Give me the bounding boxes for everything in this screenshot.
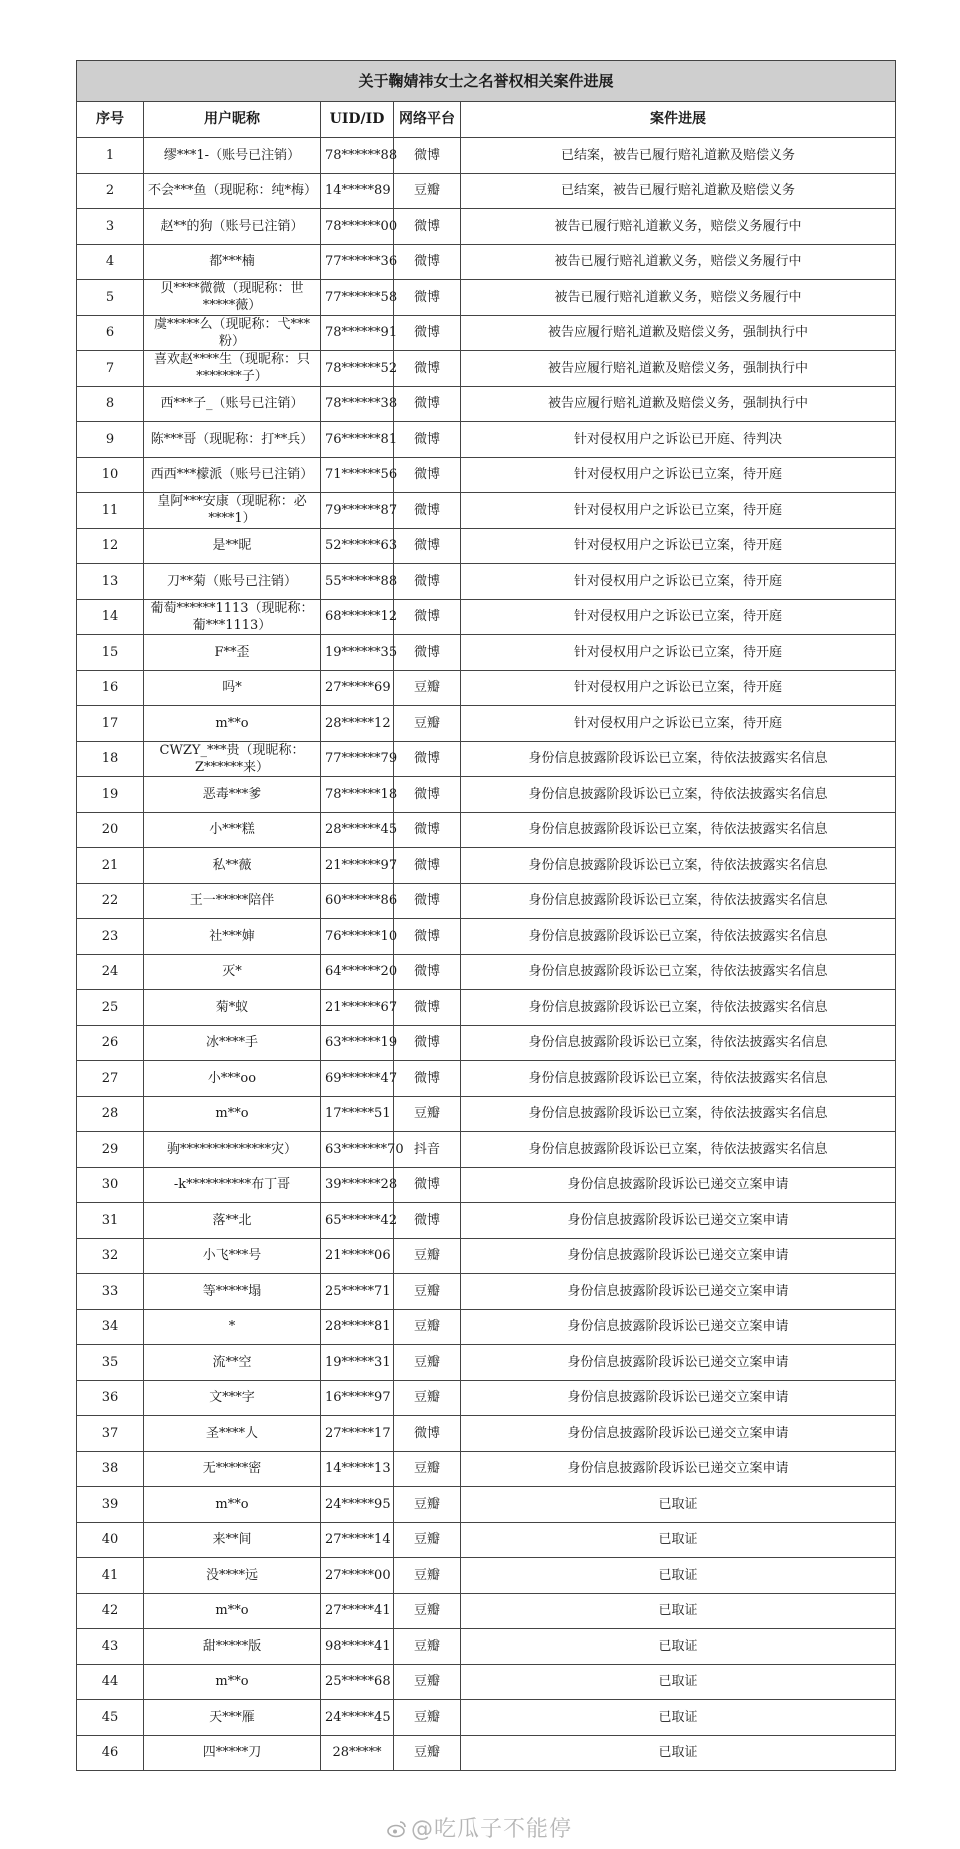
- table-row: [77, 1238, 896, 1274]
- cell-index: 13: [77, 564, 144, 600]
- cell-index: 29: [77, 1132, 144, 1168]
- cell-progress: 针对侵权用户之诉讼已立案，待开庭: [461, 493, 896, 529]
- cell-uid: 24*****45: [321, 1700, 394, 1736]
- cell-index: 17: [77, 706, 144, 742]
- cell-uid: 21******67: [321, 990, 394, 1026]
- table-row: [77, 1025, 896, 1061]
- cell-progress: 被告已履行赔礼道歉义务，赔偿义务履行中: [461, 280, 896, 316]
- cell-index: 27: [77, 1061, 144, 1097]
- cell-platform: 微博: [394, 848, 461, 884]
- cell-progress: 身份信息披露阶段诉讼已递交立案申请: [461, 1238, 896, 1274]
- cell-index: 41: [77, 1558, 144, 1594]
- cell-progress: 身份信息披露阶段诉讼已立案，待依法披露实名信息: [461, 848, 896, 884]
- cell-nickname: 流**空: [144, 1345, 321, 1381]
- table-row: [77, 173, 896, 209]
- cell-index: 38: [77, 1451, 144, 1487]
- cell-nickname: 都***楠: [144, 244, 321, 280]
- cell-platform: 微博: [394, 564, 461, 600]
- cell-progress: 身份信息披露阶段诉讼已立案，待依法披露实名信息: [461, 919, 896, 955]
- table-row: [77, 209, 896, 245]
- cell-platform: 豆瓣: [394, 1700, 461, 1736]
- cell-nickname: 喜欢赵****生（现昵称：只*******子）: [144, 351, 321, 387]
- cell-progress: 已取证: [461, 1629, 896, 1665]
- cell-progress: 身份信息披露阶段诉讼已递交立案申请: [461, 1167, 896, 1203]
- cell-index: 37: [77, 1416, 144, 1452]
- cell-progress: 针对侵权用户之诉讼已开庭、待判决: [461, 422, 896, 458]
- cell-platform: 微博: [394, 1025, 461, 1061]
- cell-nickname: 是**昵: [144, 528, 321, 564]
- cell-platform: 豆瓣: [394, 670, 461, 706]
- cell-uid: 78******18: [321, 777, 394, 813]
- cell-uid: 55******88: [321, 564, 394, 600]
- header-progress: 案件进展: [461, 102, 896, 138]
- cell-uid: 27*****69: [321, 670, 394, 706]
- cell-platform: 微博: [394, 990, 461, 1026]
- cell-progress: 已取证: [461, 1593, 896, 1629]
- cell-progress: 被告已履行赔礼道歉义务，赔偿义务履行中: [461, 209, 896, 245]
- cell-nickname: 冰****手: [144, 1025, 321, 1061]
- cell-progress: 已取证: [461, 1700, 896, 1736]
- cell-progress: 针对侵权用户之诉讼已立案，待开庭: [461, 670, 896, 706]
- cell-uid: 65******42: [321, 1203, 394, 1239]
- cell-uid: 25*****71: [321, 1274, 394, 1310]
- cell-nickname: 圣****人: [144, 1416, 321, 1452]
- cell-uid: 16*****97: [321, 1380, 394, 1416]
- cell-nickname: 小***糕: [144, 812, 321, 848]
- cell-nickname: 缪***1-（账号已注销）: [144, 138, 321, 174]
- cell-progress: 身份信息披露阶段诉讼已立案，待依法披露实名信息: [461, 1132, 896, 1168]
- cell-platform: 微博: [394, 1061, 461, 1097]
- cell-platform: 微博: [394, 386, 461, 422]
- cell-uid: 21*****06: [321, 1238, 394, 1274]
- cell-uid: 28*****: [321, 1735, 394, 1771]
- case-progress-table: [76, 60, 896, 1771]
- cell-index: 24: [77, 954, 144, 990]
- cell-index: 36: [77, 1380, 144, 1416]
- cell-platform: 豆瓣: [394, 1238, 461, 1274]
- cell-platform: 豆瓣: [394, 1274, 461, 1310]
- table-row: [77, 1700, 896, 1736]
- cell-uid: 14*****13: [321, 1451, 394, 1487]
- cell-platform: 微博: [394, 351, 461, 387]
- cell-nickname: 葡萄******1113（现昵称：葡***1113）: [144, 599, 321, 635]
- cell-platform: 微博: [394, 280, 461, 316]
- cell-platform: 豆瓣: [394, 1451, 461, 1487]
- cell-nickname: 皇阿***安康（现昵称：必****1）: [144, 493, 321, 529]
- cell-uid: 79******87: [321, 493, 394, 529]
- cell-nickname: 落**北: [144, 1203, 321, 1239]
- table-row: [77, 635, 896, 671]
- cell-nickname: 恶毒***爹: [144, 777, 321, 813]
- table-row: [77, 1451, 896, 1487]
- table-row: [77, 1096, 896, 1132]
- cell-index: 40: [77, 1522, 144, 1558]
- cell-platform: 豆瓣: [394, 1629, 461, 1665]
- table-row: [77, 990, 896, 1026]
- table-row: [77, 1345, 896, 1381]
- watermark-text: @吃瓜子不能停: [411, 1817, 573, 1842]
- cell-nickname: 小飞***号: [144, 1238, 321, 1274]
- table-row: [77, 1629, 896, 1665]
- header-index: 序号: [77, 102, 144, 138]
- cell-nickname: 赵**的狗（账号已注销）: [144, 209, 321, 245]
- cell-progress: 身份信息披露阶段诉讼已递交立案申请: [461, 1345, 896, 1381]
- cell-platform: 豆瓣: [394, 706, 461, 742]
- cell-uid: 60******86: [321, 883, 394, 919]
- table-row: [77, 883, 896, 919]
- cell-nickname: F**歪: [144, 635, 321, 671]
- cell-uid: 27*****17: [321, 1416, 394, 1452]
- cell-progress: 身份信息披露阶段诉讼已递交立案申请: [461, 1380, 896, 1416]
- cell-progress: 身份信息披露阶段诉讼已立案，待依法披露实名信息: [461, 1025, 896, 1061]
- table-row: [77, 564, 896, 600]
- cell-uid: 52******63: [321, 528, 394, 564]
- cell-index: 23: [77, 919, 144, 955]
- cell-index: 35: [77, 1345, 144, 1381]
- cell-nickname: 贝****微微（现昵称：世*****薇）: [144, 280, 321, 316]
- cell-progress: 针对侵权用户之诉讼已立案，待开庭: [461, 528, 896, 564]
- cell-nickname: 四*****刀: [144, 1735, 321, 1771]
- table-row: [77, 1061, 896, 1097]
- cell-index: 32: [77, 1238, 144, 1274]
- cell-uid: 77******58: [321, 280, 394, 316]
- cell-progress: 身份信息披露阶段诉讼已立案，待依法披露实名信息: [461, 812, 896, 848]
- cell-progress: 针对侵权用户之诉讼已立案，待开庭: [461, 635, 896, 671]
- cell-platform: 豆瓣: [394, 1345, 461, 1381]
- cell-platform: 微博: [394, 635, 461, 671]
- cell-progress: 已取证: [461, 1558, 896, 1594]
- cell-index: 15: [77, 635, 144, 671]
- table-row: [77, 1274, 896, 1310]
- table-row: [77, 1309, 896, 1345]
- cell-platform: 微博: [394, 315, 461, 351]
- table-row: [77, 493, 896, 529]
- cell-index: 19: [77, 777, 144, 813]
- cell-nickname: 来**间: [144, 1522, 321, 1558]
- table-row: [77, 812, 896, 848]
- cell-progress: 身份信息披露阶段诉讼已递交立案申请: [461, 1203, 896, 1239]
- cell-platform: 豆瓣: [394, 1558, 461, 1594]
- cell-index: 30: [77, 1167, 144, 1203]
- cell-progress: 身份信息披露阶段诉讼已立案，待依法披露实名信息: [461, 990, 896, 1026]
- table-row: [77, 315, 896, 351]
- cell-platform: 豆瓣: [394, 1380, 461, 1416]
- cell-platform: 微博: [394, 812, 461, 848]
- table-row: [77, 1132, 896, 1168]
- cell-uid: 27*****41: [321, 1593, 394, 1629]
- cell-progress: 被告已履行赔礼道歉义务，赔偿义务履行中: [461, 244, 896, 280]
- cell-progress: 已结案，被告已履行赔礼道歉及赔偿义务: [461, 173, 896, 209]
- table-row: [77, 1735, 896, 1771]
- cell-nickname: -k**********布丁哥: [144, 1167, 321, 1203]
- cell-progress: 已结案，被告已履行赔礼道歉及赔偿义务: [461, 138, 896, 174]
- cell-uid: 78******88: [321, 138, 394, 174]
- cell-platform: 抖音: [394, 1132, 461, 1168]
- cell-nickname: 西西***檬派（账号已注销）: [144, 457, 321, 493]
- table-title-row: [77, 61, 896, 102]
- cell-nickname: 驹**************灾）: [144, 1132, 321, 1168]
- table-body: [77, 138, 896, 1771]
- cell-nickname: CWZY_***贵（现昵称：Z******来）: [144, 741, 321, 777]
- cell-index: 8: [77, 386, 144, 422]
- cell-progress: 被告应履行赔礼道歉及赔偿义务，强制执行中: [461, 351, 896, 387]
- cell-uid: 24*****95: [321, 1487, 394, 1523]
- cell-uid: 19******35: [321, 635, 394, 671]
- cell-uid: 78******38: [321, 386, 394, 422]
- table-row: [77, 1416, 896, 1452]
- cell-progress: 已取证: [461, 1735, 896, 1771]
- cell-nickname: *: [144, 1309, 321, 1345]
- cell-nickname: 小***oo: [144, 1061, 321, 1097]
- cell-index: 22: [77, 883, 144, 919]
- cell-uid: 76******81: [321, 422, 394, 458]
- cell-uid: 28*****12: [321, 706, 394, 742]
- cell-progress: 针对侵权用户之诉讼已立案，待开庭: [461, 599, 896, 635]
- cell-uid: 64******20: [321, 954, 394, 990]
- cell-platform: 豆瓣: [394, 1487, 461, 1523]
- cell-progress: 身份信息披露阶段诉讼已立案，待依法披露实名信息: [461, 1096, 896, 1132]
- table-row: [77, 386, 896, 422]
- cell-nickname: 刀**菊（账号已注销）: [144, 564, 321, 600]
- cell-progress: 身份信息披露阶段诉讼已立案，待依法披露实名信息: [461, 741, 896, 777]
- cell-uid: 28******45: [321, 812, 394, 848]
- cell-index: 10: [77, 457, 144, 493]
- cell-index: 1: [77, 138, 144, 174]
- cell-progress: 针对侵权用户之诉讼已立案，待开庭: [461, 706, 896, 742]
- cell-uid: 78******52: [321, 351, 394, 387]
- cell-platform: 微博: [394, 209, 461, 245]
- cell-index: 12: [77, 528, 144, 564]
- weibo-logo-icon: [387, 1819, 407, 1839]
- table-row: [77, 777, 896, 813]
- cell-index: 6: [77, 315, 144, 351]
- cell-uid: 71******56: [321, 457, 394, 493]
- cell-index: 46: [77, 1735, 144, 1771]
- cell-platform: 豆瓣: [394, 173, 461, 209]
- table-header-row: [77, 102, 896, 138]
- cell-uid: 19*****31: [321, 1345, 394, 1381]
- cell-index: 39: [77, 1487, 144, 1523]
- table-row: [77, 457, 896, 493]
- cell-nickname: 甜*****版: [144, 1629, 321, 1665]
- cell-index: 31: [77, 1203, 144, 1239]
- cell-index: 4: [77, 244, 144, 280]
- cell-index: 20: [77, 812, 144, 848]
- cell-index: 5: [77, 280, 144, 316]
- cell-uid: 17*****51: [321, 1096, 394, 1132]
- cell-uid: 68******12: [321, 599, 394, 635]
- cell-platform: 微博: [394, 954, 461, 990]
- cell-progress: 身份信息披露阶段诉讼已立案，待依法披露实名信息: [461, 883, 896, 919]
- table-row: [77, 1522, 896, 1558]
- table-row: [77, 706, 896, 742]
- cell-uid: 39******28: [321, 1167, 394, 1203]
- cell-index: 42: [77, 1593, 144, 1629]
- cell-platform: 微博: [394, 883, 461, 919]
- cell-platform: 微博: [394, 422, 461, 458]
- cell-nickname: 不会***鱼（现昵称：纯*梅）: [144, 173, 321, 209]
- cell-index: 45: [77, 1700, 144, 1736]
- cell-nickname: m**o: [144, 1487, 321, 1523]
- cell-platform: 微博: [394, 493, 461, 529]
- table-row: [77, 244, 896, 280]
- header-platform: 网络平台: [394, 102, 461, 138]
- cell-index: 2: [77, 173, 144, 209]
- cell-progress: 针对侵权用户之诉讼已立案，待开庭: [461, 457, 896, 493]
- cell-nickname: 社***婶: [144, 919, 321, 955]
- table-row: [77, 1167, 896, 1203]
- cell-uid: 78******91: [321, 315, 394, 351]
- cell-progress: 身份信息披露阶段诉讼已递交立案申请: [461, 1451, 896, 1487]
- case-progress-sheet: [76, 60, 895, 1771]
- cell-index: 16: [77, 670, 144, 706]
- cell-index: 44: [77, 1664, 144, 1700]
- cell-index: 43: [77, 1629, 144, 1665]
- cell-platform: 豆瓣: [394, 1096, 461, 1132]
- table-row: [77, 138, 896, 174]
- cell-index: 26: [77, 1025, 144, 1061]
- cell-uid: 98*****41: [321, 1629, 394, 1665]
- table-row: [77, 1558, 896, 1594]
- cell-uid: 28*****81: [321, 1309, 394, 1345]
- cell-progress: 被告应履行赔礼道歉及赔偿义务，强制执行中: [461, 386, 896, 422]
- cell-index: 33: [77, 1274, 144, 1310]
- table-row: [77, 1487, 896, 1523]
- table-row: [77, 848, 896, 884]
- cell-uid: 69******47: [321, 1061, 394, 1097]
- table-row: [77, 599, 896, 635]
- cell-nickname: 虞*****么（现昵称：弋***粉）: [144, 315, 321, 351]
- cell-progress: 被告应履行赔礼道歉及赔偿义务，强制执行中: [461, 315, 896, 351]
- cell-platform: 微博: [394, 599, 461, 635]
- table-row: [77, 528, 896, 564]
- cell-nickname: 私**薇: [144, 848, 321, 884]
- cell-progress: 身份信息披露阶段诉讼已递交立案申请: [461, 1309, 896, 1345]
- cell-nickname: m**o: [144, 1096, 321, 1132]
- cell-uid: 27*****00: [321, 1558, 394, 1594]
- cell-nickname: 西***子_（账号已注销）: [144, 386, 321, 422]
- cell-platform: 微博: [394, 138, 461, 174]
- cell-index: 21: [77, 848, 144, 884]
- header-uid: UID/ID: [321, 102, 394, 138]
- table-row: [77, 1664, 896, 1700]
- cell-uid: 77******36: [321, 244, 394, 280]
- cell-platform: 豆瓣: [394, 1664, 461, 1700]
- cell-platform: 微博: [394, 741, 461, 777]
- table-row: [77, 919, 896, 955]
- cell-platform: 微博: [394, 457, 461, 493]
- cell-platform: 豆瓣: [394, 1522, 461, 1558]
- cell-platform: 微博: [394, 1203, 461, 1239]
- table-row: [77, 1203, 896, 1239]
- cell-uid: 21******97: [321, 848, 394, 884]
- cell-nickname: m**o: [144, 1593, 321, 1629]
- cell-index: 11: [77, 493, 144, 529]
- cell-nickname: 天***雁: [144, 1700, 321, 1736]
- cell-nickname: 菊*蚁: [144, 990, 321, 1026]
- cell-platform: 微博: [394, 777, 461, 813]
- cell-index: 3: [77, 209, 144, 245]
- cell-nickname: 文***字: [144, 1380, 321, 1416]
- cell-nickname: 没****远: [144, 1558, 321, 1594]
- table-row: [77, 1593, 896, 1629]
- cell-index: 7: [77, 351, 144, 387]
- cell-platform: 豆瓣: [394, 1593, 461, 1629]
- cell-index: 9: [77, 422, 144, 458]
- cell-nickname: 等*****塌: [144, 1274, 321, 1310]
- cell-platform: 豆瓣: [394, 1309, 461, 1345]
- cell-progress: 身份信息披露阶段诉讼已递交立案申请: [461, 1416, 896, 1452]
- cell-progress: 身份信息披露阶段诉讼已立案，待依法披露实名信息: [461, 954, 896, 990]
- cell-progress: 身份信息披露阶段诉讼已递交立案申请: [461, 1274, 896, 1310]
- cell-nickname: 灭*: [144, 954, 321, 990]
- watermark: [387, 1812, 572, 1843]
- cell-platform: 微博: [394, 1167, 461, 1203]
- cell-platform: 微博: [394, 528, 461, 564]
- cell-uid: 25*****68: [321, 1664, 394, 1700]
- cell-platform: 微博: [394, 244, 461, 280]
- cell-platform: 微博: [394, 919, 461, 955]
- cell-uid: 78******00: [321, 209, 394, 245]
- table-row: [77, 422, 896, 458]
- table-row: [77, 1380, 896, 1416]
- cell-nickname: 陈***哥（现昵称：打**兵）: [144, 422, 321, 458]
- table-row: [77, 954, 896, 990]
- cell-nickname: 无*****密: [144, 1451, 321, 1487]
- header-nickname: 用户昵称: [144, 102, 321, 138]
- cell-progress: 身份信息披露阶段诉讼已立案，待依法披露实名信息: [461, 1061, 896, 1097]
- cell-index: 25: [77, 990, 144, 1026]
- cell-index: 34: [77, 1309, 144, 1345]
- cell-nickname: m**o: [144, 1664, 321, 1700]
- table-title: 关于鞠婧祎女士之名誉权相关案件进展: [77, 61, 896, 102]
- cell-platform: 豆瓣: [394, 1735, 461, 1771]
- cell-uid: 76******10: [321, 919, 394, 955]
- cell-nickname: 王一*****陪伴: [144, 883, 321, 919]
- cell-uid: 14*****89: [321, 173, 394, 209]
- cell-index: 14: [77, 599, 144, 635]
- cell-uid: 77******79: [321, 741, 394, 777]
- cell-progress: 已取证: [461, 1487, 896, 1523]
- cell-nickname: 吗*: [144, 670, 321, 706]
- cell-progress: 已取证: [461, 1664, 896, 1700]
- cell-index: 28: [77, 1096, 144, 1132]
- table-row: [77, 741, 896, 777]
- table-row: [77, 280, 896, 316]
- table-row: [77, 351, 896, 387]
- cell-uid: 63*******70: [321, 1132, 394, 1168]
- cell-index: 18: [77, 741, 144, 777]
- cell-uid: 63******19: [321, 1025, 394, 1061]
- table-row: [77, 670, 896, 706]
- cell-progress: 身份信息披露阶段诉讼已立案，待依法披露实名信息: [461, 777, 896, 813]
- cell-uid: 27*****14: [321, 1522, 394, 1558]
- cell-nickname: m**o: [144, 706, 321, 742]
- cell-progress: 已取证: [461, 1522, 896, 1558]
- cell-platform: 微博: [394, 1416, 461, 1452]
- cell-progress: 针对侵权用户之诉讼已立案，待开庭: [461, 564, 896, 600]
